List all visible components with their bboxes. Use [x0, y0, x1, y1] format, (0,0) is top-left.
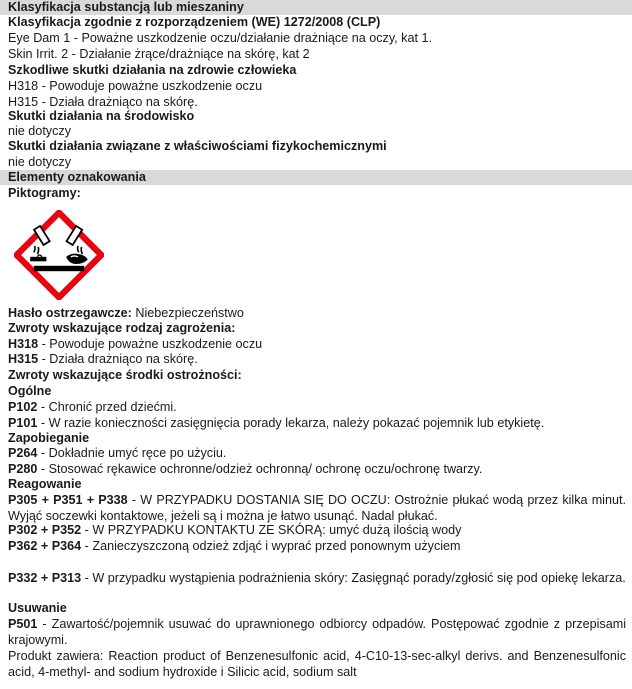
p264-statement: [8, 446, 226, 461]
p101-statement: [8, 416, 544, 431]
ghs05-corrosion-icon: [14, 210, 104, 300]
physchem-value: nie dotyczy: [8, 155, 71, 169]
signal-word-label: Hasło ostrzegawcze:: [8, 306, 132, 320]
hazard-h318: [8, 337, 262, 352]
health-h315: H315 - Działa drażniąco na skórę.: [8, 95, 198, 109]
p362-code: P362 + P364: [8, 539, 82, 553]
p102-statement: [8, 400, 177, 415]
product-contains: Produkt zawiera: Reaction product of Benzenesulfonic acid, 4-C10-13-sec-alkyl derivs. and Benzenesulfonic acid, 4-methyl- and sodium hydroxide i Silicic acid, sodium salt: [8, 649, 626, 679]
p101-text: - W razie konieczności zasięgnięcia porady lekarza, należy pokazać pojemnik lub etykietę.: [37, 416, 545, 430]
p302-statement: [8, 523, 461, 538]
disposal-heading: Usuwanie: [8, 601, 67, 615]
hazard-h315-text: - Działa drażniąco na skórę.: [38, 352, 198, 366]
env-value: nie dotyczy: [8, 124, 71, 138]
clp-line-skin-irrit: Skin Irrit. 2 - Działanie żrące/drażniące na skórę, kat 2: [8, 47, 310, 61]
clp-heading: Klasyfikacja zgodnie z rozporządzeniem (WE) 1272/2008 (CLP): [8, 15, 381, 29]
hazard-h315: [8, 352, 198, 367]
physchem-heading: Skutki działania związane z właściwościami fizykochemicznymi: [8, 139, 387, 153]
response-heading: Reagowanie: [8, 477, 82, 491]
p332-statement: [8, 570, 626, 586]
p305-text: - W PRZYPADKU DOSTANIA SIĘ DO OCZU: Ostrożnie płukać wodą przez kilka minut. Wyjąć soczewki kontaktowe, jeżeli są i można je łatwo usunąć. Nadal płukać.: [8, 493, 626, 523]
p305-statement: [8, 492, 626, 524]
pictograms-heading: Piktogramy:: [8, 186, 81, 200]
health-heading: Szkodliwe skutki działania na zdrowie człowieka: [8, 63, 297, 77]
p102-text: - Chronić przed dziećmi.: [37, 400, 177, 414]
section-header: Klasyfikacja substancją lub mieszaniny: [0, 0, 632, 15]
clp-line-eye-dam: Eye Dam 1 - Poważne uszkodzenie oczu/działanie drażniące na oczy, kat 1.: [8, 31, 432, 45]
precautionary-heading: Zwroty wskazujące środki ostrożności:: [8, 368, 242, 382]
p501-text: - Zawartość/pojemnik usuwać do uprawnionego odbiorcy odpadów. Postępować zgodnie z przepisami krajowymi.: [8, 617, 626, 647]
p501-code: P501: [8, 617, 38, 631]
p332-code: P332 + P313: [8, 571, 82, 585]
health-h318: H318 - Powoduje poważne uszkodzenie oczu: [8, 79, 263, 93]
p305-code: P305 + P351 + P338: [8, 493, 128, 507]
p332-text: - W przypadku wystąpienia podrażnienia skóry: Zasięgnąć porady/zgłosić się pod opiekę lekarza.: [81, 571, 626, 585]
p264-text: - Dokładnie umyć ręce po użyciu.: [37, 446, 227, 460]
hazard-h315-code: H315: [8, 352, 39, 366]
signal-word-value: Niebezpieczeństwo: [131, 306, 244, 320]
p102-code: P102: [8, 400, 38, 414]
p280-text: - Stosować rękawice ochronne/odzież ochronną/ ochronę oczu/ochronę twarzy.: [37, 462, 483, 476]
signal-word-line: [8, 306, 244, 321]
env-heading: Skutki działania na środowisko: [8, 109, 195, 123]
p302-text: - W PRZYPADKU KONTAKTU ZE SKÓRĄ: umyć dużą ilością wody: [81, 523, 462, 537]
prevention-heading: Zapobieganie: [8, 431, 90, 445]
labelling-header: Elementy oznakowania: [0, 170, 632, 185]
hazard-statements-heading: Zwroty wskazujące rodzaj zagrożenia:: [8, 321, 236, 335]
general-heading: Ogólne: [8, 384, 52, 398]
p501-statement: [8, 616, 626, 648]
p362-text: - Zanieczyszczoną odzież zdjąć i wyprać przed ponownym użyciem: [81, 539, 461, 553]
p280-code: P280: [8, 462, 38, 476]
p280-statement: [8, 462, 482, 477]
p302-code: P302 + P352: [8, 523, 82, 537]
p101-code: P101: [8, 416, 38, 430]
p362-statement: [8, 539, 461, 554]
hazard-h318-text: - Powoduje poważne uszkodzenie oczu: [38, 337, 263, 351]
p264-code: P264: [8, 446, 38, 460]
hazard-h318-code: H318: [8, 337, 39, 351]
